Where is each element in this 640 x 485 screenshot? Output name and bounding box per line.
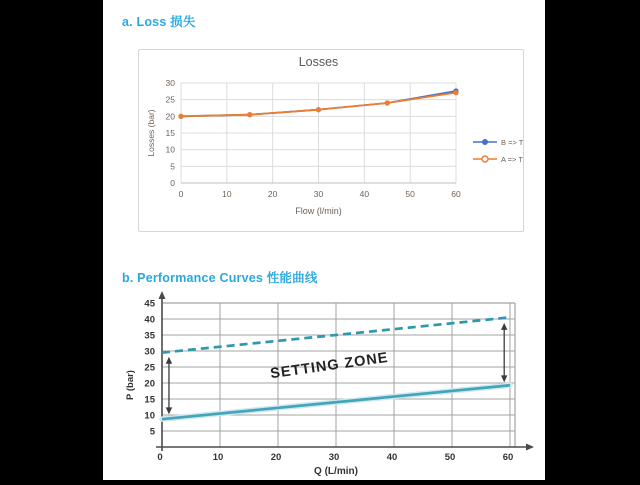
svg-text:15: 15 bbox=[144, 394, 155, 406]
svg-text:20: 20 bbox=[270, 452, 282, 463]
svg-text:30: 30 bbox=[144, 346, 155, 358]
setting-zone-annotation: SETTING ZONE bbox=[269, 349, 390, 383]
svg-text:20: 20 bbox=[165, 111, 175, 122]
legend-label: B => T bbox=[501, 138, 523, 147]
performance-chart-svg bbox=[120, 290, 544, 480]
svg-text:40: 40 bbox=[144, 314, 155, 326]
x-axis-label: Flow (l/min) bbox=[295, 206, 342, 216]
svg-text:10: 10 bbox=[144, 410, 155, 422]
losses-chart bbox=[138, 49, 524, 232]
losses-chart-svg bbox=[139, 50, 523, 231]
svg-text:50: 50 bbox=[444, 452, 456, 463]
svg-text:35: 35 bbox=[144, 330, 155, 342]
svg-text:0: 0 bbox=[170, 178, 175, 188]
svg-text:5: 5 bbox=[170, 161, 175, 172]
gridlines bbox=[162, 303, 515, 447]
tick-labels bbox=[144, 299, 513, 464]
svg-text:45: 45 bbox=[144, 298, 155, 310]
chart-title: Losses bbox=[298, 55, 339, 69]
section-b-heading: b. Performance Curves 性能曲线 bbox=[122, 271, 318, 285]
svg-text:5: 5 bbox=[149, 426, 155, 438]
tick-labels bbox=[166, 78, 461, 199]
svg-text:60: 60 bbox=[451, 189, 461, 199]
svg-text:10: 10 bbox=[212, 452, 224, 463]
range-arrow-right bbox=[501, 323, 507, 383]
range-arrow-left bbox=[166, 357, 172, 415]
svg-text:20: 20 bbox=[144, 378, 155, 390]
svg-text:25: 25 bbox=[144, 362, 155, 374]
svg-text:30: 30 bbox=[328, 452, 340, 463]
svg-text:10: 10 bbox=[165, 144, 175, 155]
legend-label: A => T bbox=[501, 155, 523, 164]
svg-text:30: 30 bbox=[165, 78, 175, 88]
svg-text:40: 40 bbox=[386, 452, 398, 463]
performance-chart bbox=[120, 290, 544, 480]
svg-text:10: 10 bbox=[222, 189, 232, 199]
svg-text:50: 50 bbox=[405, 189, 415, 199]
svg-text:60: 60 bbox=[502, 452, 514, 463]
svg-text:30: 30 bbox=[313, 189, 324, 199]
document-page bbox=[103, 0, 545, 480]
legend bbox=[473, 138, 523, 164]
section-a-heading: a. Loss 损失 bbox=[122, 15, 196, 29]
x-axis-label: Q (L/min) bbox=[314, 466, 358, 477]
svg-text:20: 20 bbox=[267, 189, 278, 199]
svg-text:0: 0 bbox=[178, 189, 184, 199]
svg-text:25: 25 bbox=[165, 94, 175, 105]
svg-text:40: 40 bbox=[359, 189, 370, 199]
y-axis-label: P (bar) bbox=[125, 370, 136, 400]
svg-text:0: 0 bbox=[157, 452, 163, 463]
svg-text:15: 15 bbox=[165, 128, 175, 138]
y-axis-label: Losses (bar) bbox=[146, 109, 156, 157]
